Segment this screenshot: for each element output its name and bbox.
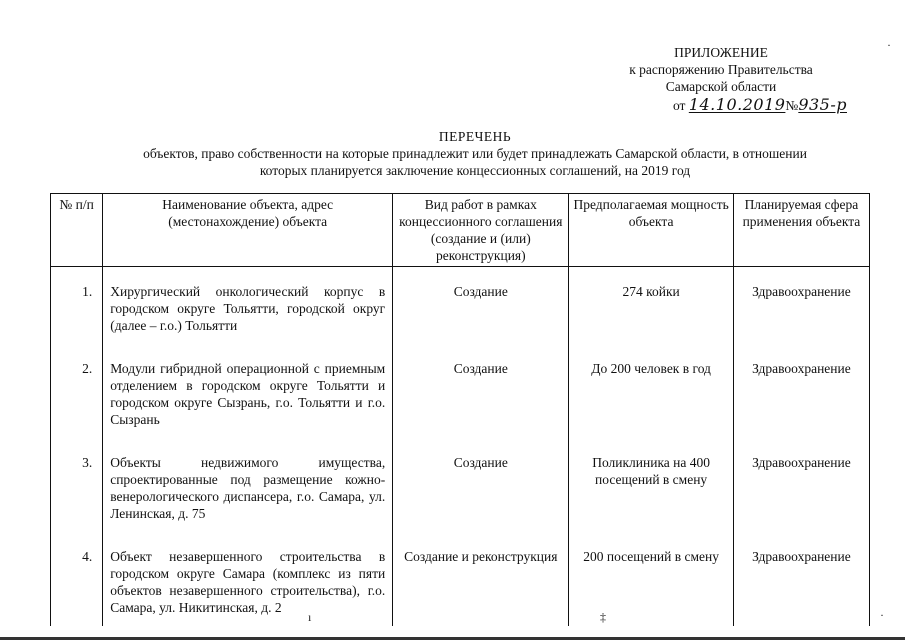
row-sphere: Здравоохранение [733, 344, 869, 438]
table-header-row [51, 194, 870, 267]
row-kind: Создание [393, 267, 569, 345]
row-capacity: До 200 человек в год [569, 344, 733, 438]
row-num: 1. [51, 267, 103, 345]
row-capacity: 200 посещений в смену [569, 532, 733, 626]
table-row [51, 267, 870, 345]
row-sphere: Здравоохранение [733, 532, 869, 626]
header-capacity: Предполагаемая мощность объекта [569, 194, 733, 267]
row-name: Модули гибридной операционной с приемным отделением в городском округе Тольятти и городском округе Сызрань, г.о. Тольятти и г.о. Сызрань [103, 344, 393, 438]
scan-artifact-icon: · [880, 608, 884, 622]
table-row [51, 438, 870, 532]
row-kind: Создание [393, 344, 569, 438]
scan-artifact-icon: ‡ [600, 610, 606, 624]
table-row [51, 344, 870, 438]
table-row [51, 532, 870, 626]
appendix-date-line [601, 96, 847, 114]
row-capacity: Поликлиника на 400 посещений в смену [569, 438, 733, 532]
row-capacity: 274 койки [569, 267, 733, 345]
document-title [40, 128, 905, 179]
title-line-1: объектов, право собственности на которые принадлежит или будет принадлежать Самарской области, в отношении [143, 146, 807, 161]
row-kind: Создание [393, 438, 569, 532]
row-name: Хирургический онкологический корпус в городском округе Тольятти, городской округ (далее – г.о.) Тольятти [103, 267, 393, 345]
handwritten-number: 935-р [798, 95, 847, 114]
appendix-title: ПРИЛОЖЕНИЕ [674, 45, 768, 60]
appendix-header [601, 44, 847, 114]
row-num: 4. [51, 532, 103, 626]
header-num: № п/п [51, 194, 103, 267]
title-line-2: которых планируется заключение концессионных соглашений, на 2019 год [259, 163, 691, 178]
number-sign: № [785, 98, 799, 113]
row-num: 3. [51, 438, 103, 532]
scan-artifact-icon: · [887, 38, 891, 52]
row-sphere: Здравоохранение [733, 438, 869, 532]
row-name: Объект незавершенного строительства в городском округе Самара (комплекс из пяти объектов незавершенного строительства), г.о. Самара, ул. Никитинская, д. 2 [103, 532, 393, 626]
header-name: Наименование объекта, адрес (местонахождение) объекта [103, 194, 393, 267]
title-heading: ПЕРЕЧЕНЬ [438, 129, 512, 144]
date-prefix: от [672, 98, 686, 113]
appendix-region: Самарской области [665, 79, 777, 94]
scan-artifact-icon: ı [308, 610, 312, 624]
row-num: 2. [51, 344, 103, 438]
row-kind: Создание и реконструкция [393, 532, 569, 626]
row-name: Объекты недвижимого имущества, спроектированные под размещение кожно-венерологического диспансера, г.о. Самара, ул. Ленинская, д. 75 [103, 438, 393, 532]
header-kind: Вид работ в рамках концессионного соглашения (создание и (или) реконструкция) [393, 194, 569, 267]
appendix-ref: к распоряжению Правительства [629, 62, 813, 77]
handwritten-date: 14.10.2019 [688, 95, 786, 114]
row-sphere: Здравоохранение [733, 267, 869, 345]
header-sphere: Планируемая сфера применения объекта [733, 194, 869, 267]
objects-table [50, 193, 870, 626]
